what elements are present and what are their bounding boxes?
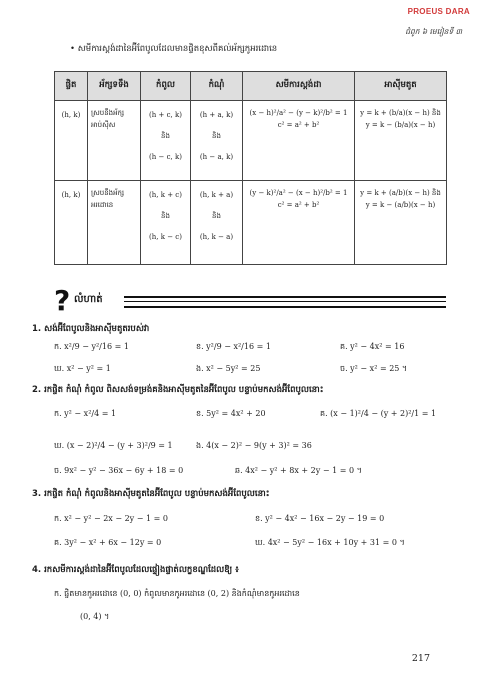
- col-center: ផ្ចិត: [55, 72, 88, 101]
- exercise-item: ក. ផ្ចិតមានកូអរដោនេ (0, 0) កំពូលមានកូអរដោនេ (0, 2) និងកំណុំមានកូអរដោនេ: [54, 589, 300, 598]
- exercise-item: គ. 3y² − x² + 6x − 12y = 0: [54, 538, 162, 547]
- exercise-item: ឃ. (x − 2)²/4 − (y + 3)²/9 = 1: [54, 441, 173, 450]
- cell-center: (h, k): [55, 181, 88, 265]
- asymptote: y = k + (b/a)(x − h) និង: [360, 109, 441, 117]
- col-axis: អ័ក្សទទឹង: [88, 72, 141, 101]
- table-row: [55, 181, 447, 265]
- col-vertices: កំពូល: [141, 72, 191, 101]
- intro-line: • សមីការស្តង់ដានៃអ៊ីពែបូលដែលមានផ្ចិតខុសពីគល់អ័ក្សកូអរដោនេ: [70, 44, 278, 54]
- exercise-item: ខ. y² − 4x² − 16x − 2y − 19 = 0: [255, 514, 385, 523]
- asymptote: y = k − (a/b)(x − h): [365, 201, 436, 209]
- exercise-item: ឆ. 4x² − y² + 8x + 2y − 1 = 0 ។: [235, 466, 362, 475]
- cell-center: (h, k): [55, 101, 88, 181]
- question-1: 1. សង់អ៊ីពែបូលនិងអាស៊ីមតូតរបស់វា: [32, 324, 150, 334]
- exercise-item: ក. x² − y² − 2x − 2y − 1 = 0: [54, 514, 168, 523]
- focus-value: (h + a, k): [199, 111, 234, 119]
- hyperbola-table: [54, 71, 447, 265]
- cell-foci: [191, 181, 243, 265]
- exercise-item: ង. x² − 5y² = 25: [196, 364, 261, 373]
- exercise-item: ក. y² − x²/4 = 1: [54, 409, 117, 418]
- page-number: 217: [411, 653, 430, 664]
- focus-join: និង: [212, 212, 221, 220]
- exercise-title: លំហាត់: [74, 294, 103, 305]
- col-asymptotes: អាស៊ីមតូត: [355, 72, 447, 101]
- focus-join: និង: [212, 132, 221, 140]
- focus-value: (h − a, k): [199, 153, 234, 161]
- cell-equation: [243, 181, 355, 265]
- vertex-value: (h, k + c): [149, 191, 182, 199]
- question-mark-icon: ?: [54, 284, 71, 317]
- running-head: ជំពូក ៦ មេរៀនទី ៣: [405, 27, 462, 36]
- exercise-item: ច. y² − x² = 25 ។: [340, 364, 408, 373]
- col-foci: កំណុំ: [191, 72, 243, 101]
- cell-vertices: [141, 181, 191, 265]
- asymptote: y = k − (b/a)(x − h): [365, 121, 436, 129]
- exercise-item: ឃ. x² − y² = 1: [54, 364, 111, 373]
- exercise-item: ឃ. 4x² − 5y² − 16x + 10y + 31 = 0 ។: [255, 538, 405, 547]
- exercise-item: គ. (x − 1)²/4 − (y + 2)²/1 = 1: [320, 409, 437, 418]
- vertex-value: (h + c, k): [149, 111, 182, 119]
- focal-relation: c² = a² + b²: [277, 201, 320, 209]
- cell-equation: [243, 101, 355, 181]
- question-2: 2. រកផ្ចិត កំណុំ កំពូល ពិសសង់ទម្រង់គនិងអាស៊ីមតូតនៃអ៊ីពែបូល បន្ទាប់មកសង់អ៊ីពែបូលនោះ: [32, 385, 324, 395]
- cell-vertices: [141, 101, 191, 181]
- exercise-item-continued: (0, 4) ។: [80, 612, 110, 621]
- cell-axis: ស្របនឹងអ័ក្ស អរដោនេ: [88, 181, 141, 265]
- vertex-join: និង: [161, 212, 170, 220]
- asymptote: y = k + (a/b)(x − h) និង: [360, 189, 441, 197]
- exercise-item: ក. x²/9 − y²/16 = 1: [54, 342, 129, 351]
- focus-value: (h, k − a): [199, 233, 234, 241]
- question-3: 3. រកផ្ចិត កំណុំ កំពូលនិងអាស៊ីមតូតនៃអ៊ីពែបូល បន្ទាប់មកសង់អ៊ីពែបូលនោះ: [32, 489, 270, 499]
- exercise-item: ង. 4(x − 2)² − 9(y + 3)² = 36: [196, 441, 312, 450]
- cell-axis: ស្របនឹងអ័ក្ស អាប់ស៊ីស: [88, 101, 141, 181]
- col-equation: សមីការស្តង់ដា: [243, 72, 355, 101]
- vertex-value: (h − c, k): [149, 153, 182, 161]
- question-4: 4. រកសមីការស្តង់ដានៃអ៊ីពែបូលដែលផ្ទៀងផ្ទាត់លក្ខខណ្ឌដែលឱ្យ ៖: [32, 565, 239, 575]
- exercise-item: ច. 9x² − y² − 36x − 6y + 18 = 0: [54, 466, 184, 475]
- table-header-row: [55, 72, 447, 101]
- cell-asymptotes: [355, 101, 447, 181]
- heading-rule: [124, 296, 446, 308]
- table-row: [55, 101, 447, 181]
- exercise-heading: [54, 284, 446, 317]
- standard-equation: (x − h)²/a² − (y − k)²/b² = 1: [249, 109, 348, 117]
- vertex-join: និង: [161, 132, 170, 140]
- brand-mark: PROEUS DARA: [407, 7, 470, 16]
- exercise-item: គ. y² − 4x² = 16: [340, 342, 405, 351]
- standard-equation: (y − k)²/a² − (x − h)²/b² = 1: [249, 189, 348, 197]
- cell-asymptotes: [355, 181, 447, 265]
- exercise-item: ខ. y²/9 − x²/16 = 1: [196, 342, 271, 351]
- vertex-value: (h, k − c): [149, 233, 182, 241]
- exercise-item: ខ. 5y² = 4x² + 20: [196, 409, 266, 418]
- focus-value: (h, k + a): [199, 191, 234, 199]
- cell-foci: [191, 101, 243, 181]
- focal-relation: c² = a² + b²: [277, 121, 320, 129]
